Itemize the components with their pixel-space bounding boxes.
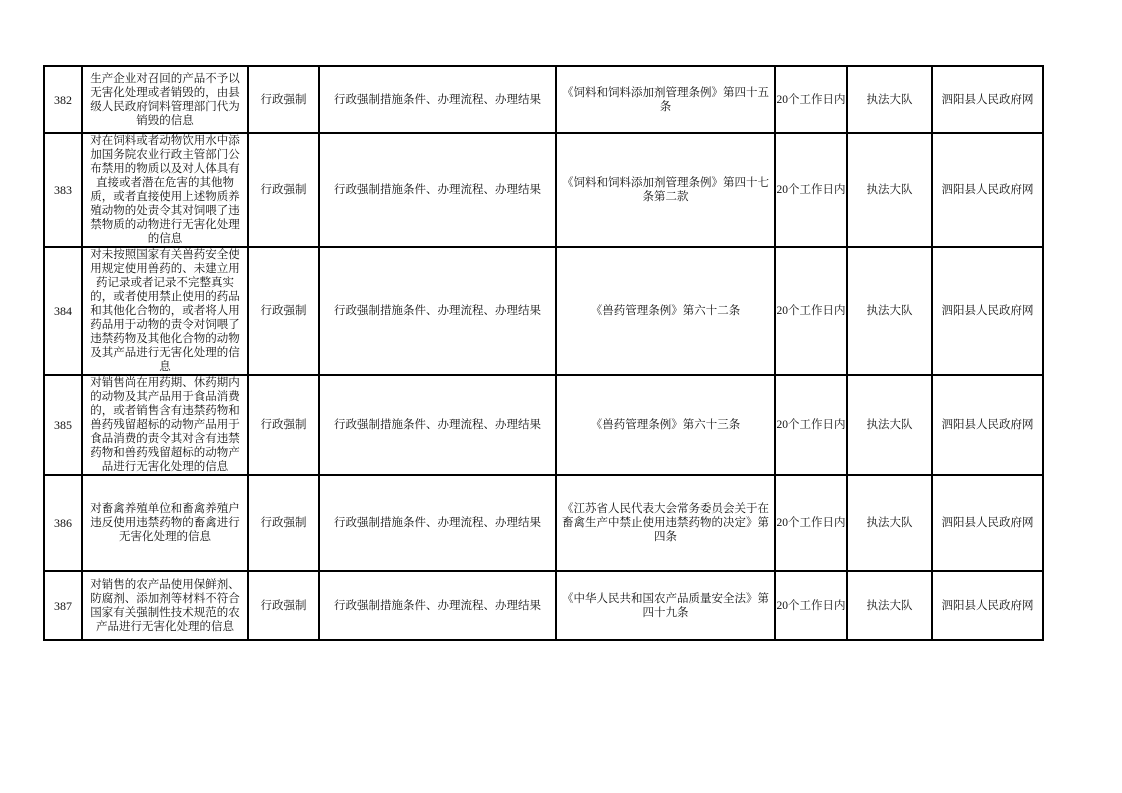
category-cell: 行政强制 [248, 375, 319, 475]
seq-number-cell: 382 [44, 66, 82, 133]
publicity-content-cell: 行政强制措施条件、办理流程、办理结果 [319, 375, 556, 475]
department-cell: 执法大队 [847, 66, 932, 133]
department-cell: 执法大队 [847, 475, 932, 571]
time-limit-cell: 20个工作日内 [775, 247, 847, 375]
legal-basis-cell: 《中华人民共和国农产品质量安全法》第四十九条 [556, 571, 775, 640]
time-limit-cell: 20个工作日内 [775, 375, 847, 475]
legal-basis-cell: 《饲料和饲料添加剂管理条例》第四十七条第二款 [556, 133, 775, 247]
time-limit-cell: 20个工作日内 [775, 571, 847, 640]
item-description-cell: 对在饲料或者动物饮用水中添加国务院农业行政主管部门公布禁用的物质以及对人体具有直接或者潜在危害的其他物质，或者直接使用上述物质养殖动物的处责令其对饲喂了违禁物质的动物进行无害化处理的信息 [82, 133, 248, 247]
legal-basis-cell: 《江苏省人民代表大会常务委员会关于在畜禽生产中禁止使用违禁药物的决定》第四条 [556, 475, 775, 571]
table-row [44, 133, 1043, 247]
item-description-cell: 对未按照国家有关兽药安全使用规定使用兽药的、未建立用药记录或者记录不完整真实的，或者使用禁止使用的药品和其他化合物的，或者将人用药品用于动物的责令对饲喂了违禁药物及其他化合物的动物及其产品进行无害化处理的信息 [82, 247, 248, 375]
category-cell: 行政强制 [248, 133, 319, 247]
department-cell: 执法大队 [847, 375, 932, 475]
table-row [44, 475, 1043, 571]
seq-number-cell: 384 [44, 247, 82, 375]
department-cell: 执法大队 [847, 571, 932, 640]
seq-number-cell: 385 [44, 375, 82, 475]
item-description-cell: 对畜禽养殖单位和畜禽养殖户违反使用违禁药物的畜禽进行无害化处理的信息 [82, 475, 248, 571]
table-row [44, 571, 1043, 640]
table-row [44, 375, 1043, 475]
category-cell: 行政强制 [248, 475, 319, 571]
legal-basis-cell: 《兽药管理条例》第六十三条 [556, 375, 775, 475]
department-cell: 执法大队 [847, 133, 932, 247]
channel-cell: 泗阳县人民政府网 [932, 247, 1043, 375]
table-row [44, 66, 1043, 133]
seq-number-cell: 386 [44, 475, 82, 571]
item-description-cell: 对销售尚在用药期、休药期内的动物及其产品用于食品消费的，或者销售含有违禁药物和兽药残留超标的动物产品用于食品消费的责令其对含有违禁药物和兽药残留超标的动物产品进行无害化处理的信息 [82, 375, 248, 475]
channel-cell: 泗阳县人民政府网 [932, 571, 1043, 640]
item-description-cell: 对销售的农产品使用保鲜剂、防腐剂、添加剂等材料不符合国家有关强制性技术规范的农产品进行无害化处理的信息 [82, 571, 248, 640]
publicity-content-cell: 行政强制措施条件、办理流程、办理结果 [319, 247, 556, 375]
channel-cell: 泗阳县人民政府网 [932, 375, 1043, 475]
time-limit-cell: 20个工作日内 [775, 475, 847, 571]
item-description-cell: 生产企业对召回的产品不予以无害化处理或者销毁的，由县级人民政府饲料管理部门代为销毁的信息 [82, 66, 248, 133]
disclosure-items-table [43, 65, 1044, 641]
category-cell: 行政强制 [248, 66, 319, 133]
seq-number-cell: 383 [44, 133, 82, 247]
channel-cell: 泗阳县人民政府网 [932, 475, 1043, 571]
publicity-content-cell: 行政强制措施条件、办理流程、办理结果 [319, 571, 556, 640]
category-cell: 行政强制 [248, 571, 319, 640]
legal-basis-cell: 《兽药管理条例》第六十二条 [556, 247, 775, 375]
legal-basis-cell: 《饲料和饲料添加剂管理条例》第四十五条 [556, 66, 775, 133]
table-row [44, 247, 1043, 375]
time-limit-cell: 20个工作日内 [775, 133, 847, 247]
publicity-content-cell: 行政强制措施条件、办理流程、办理结果 [319, 66, 556, 133]
publicity-content-cell: 行政强制措施条件、办理流程、办理结果 [319, 133, 556, 247]
seq-number-cell: 387 [44, 571, 82, 640]
category-cell: 行政强制 [248, 247, 319, 375]
time-limit-cell: 20个工作日内 [775, 66, 847, 133]
channel-cell: 泗阳县人民政府网 [932, 133, 1043, 247]
publicity-content-cell: 行政强制措施条件、办理流程、办理结果 [319, 475, 556, 571]
channel-cell: 泗阳县人民政府网 [932, 66, 1043, 133]
department-cell: 执法大队 [847, 247, 932, 375]
